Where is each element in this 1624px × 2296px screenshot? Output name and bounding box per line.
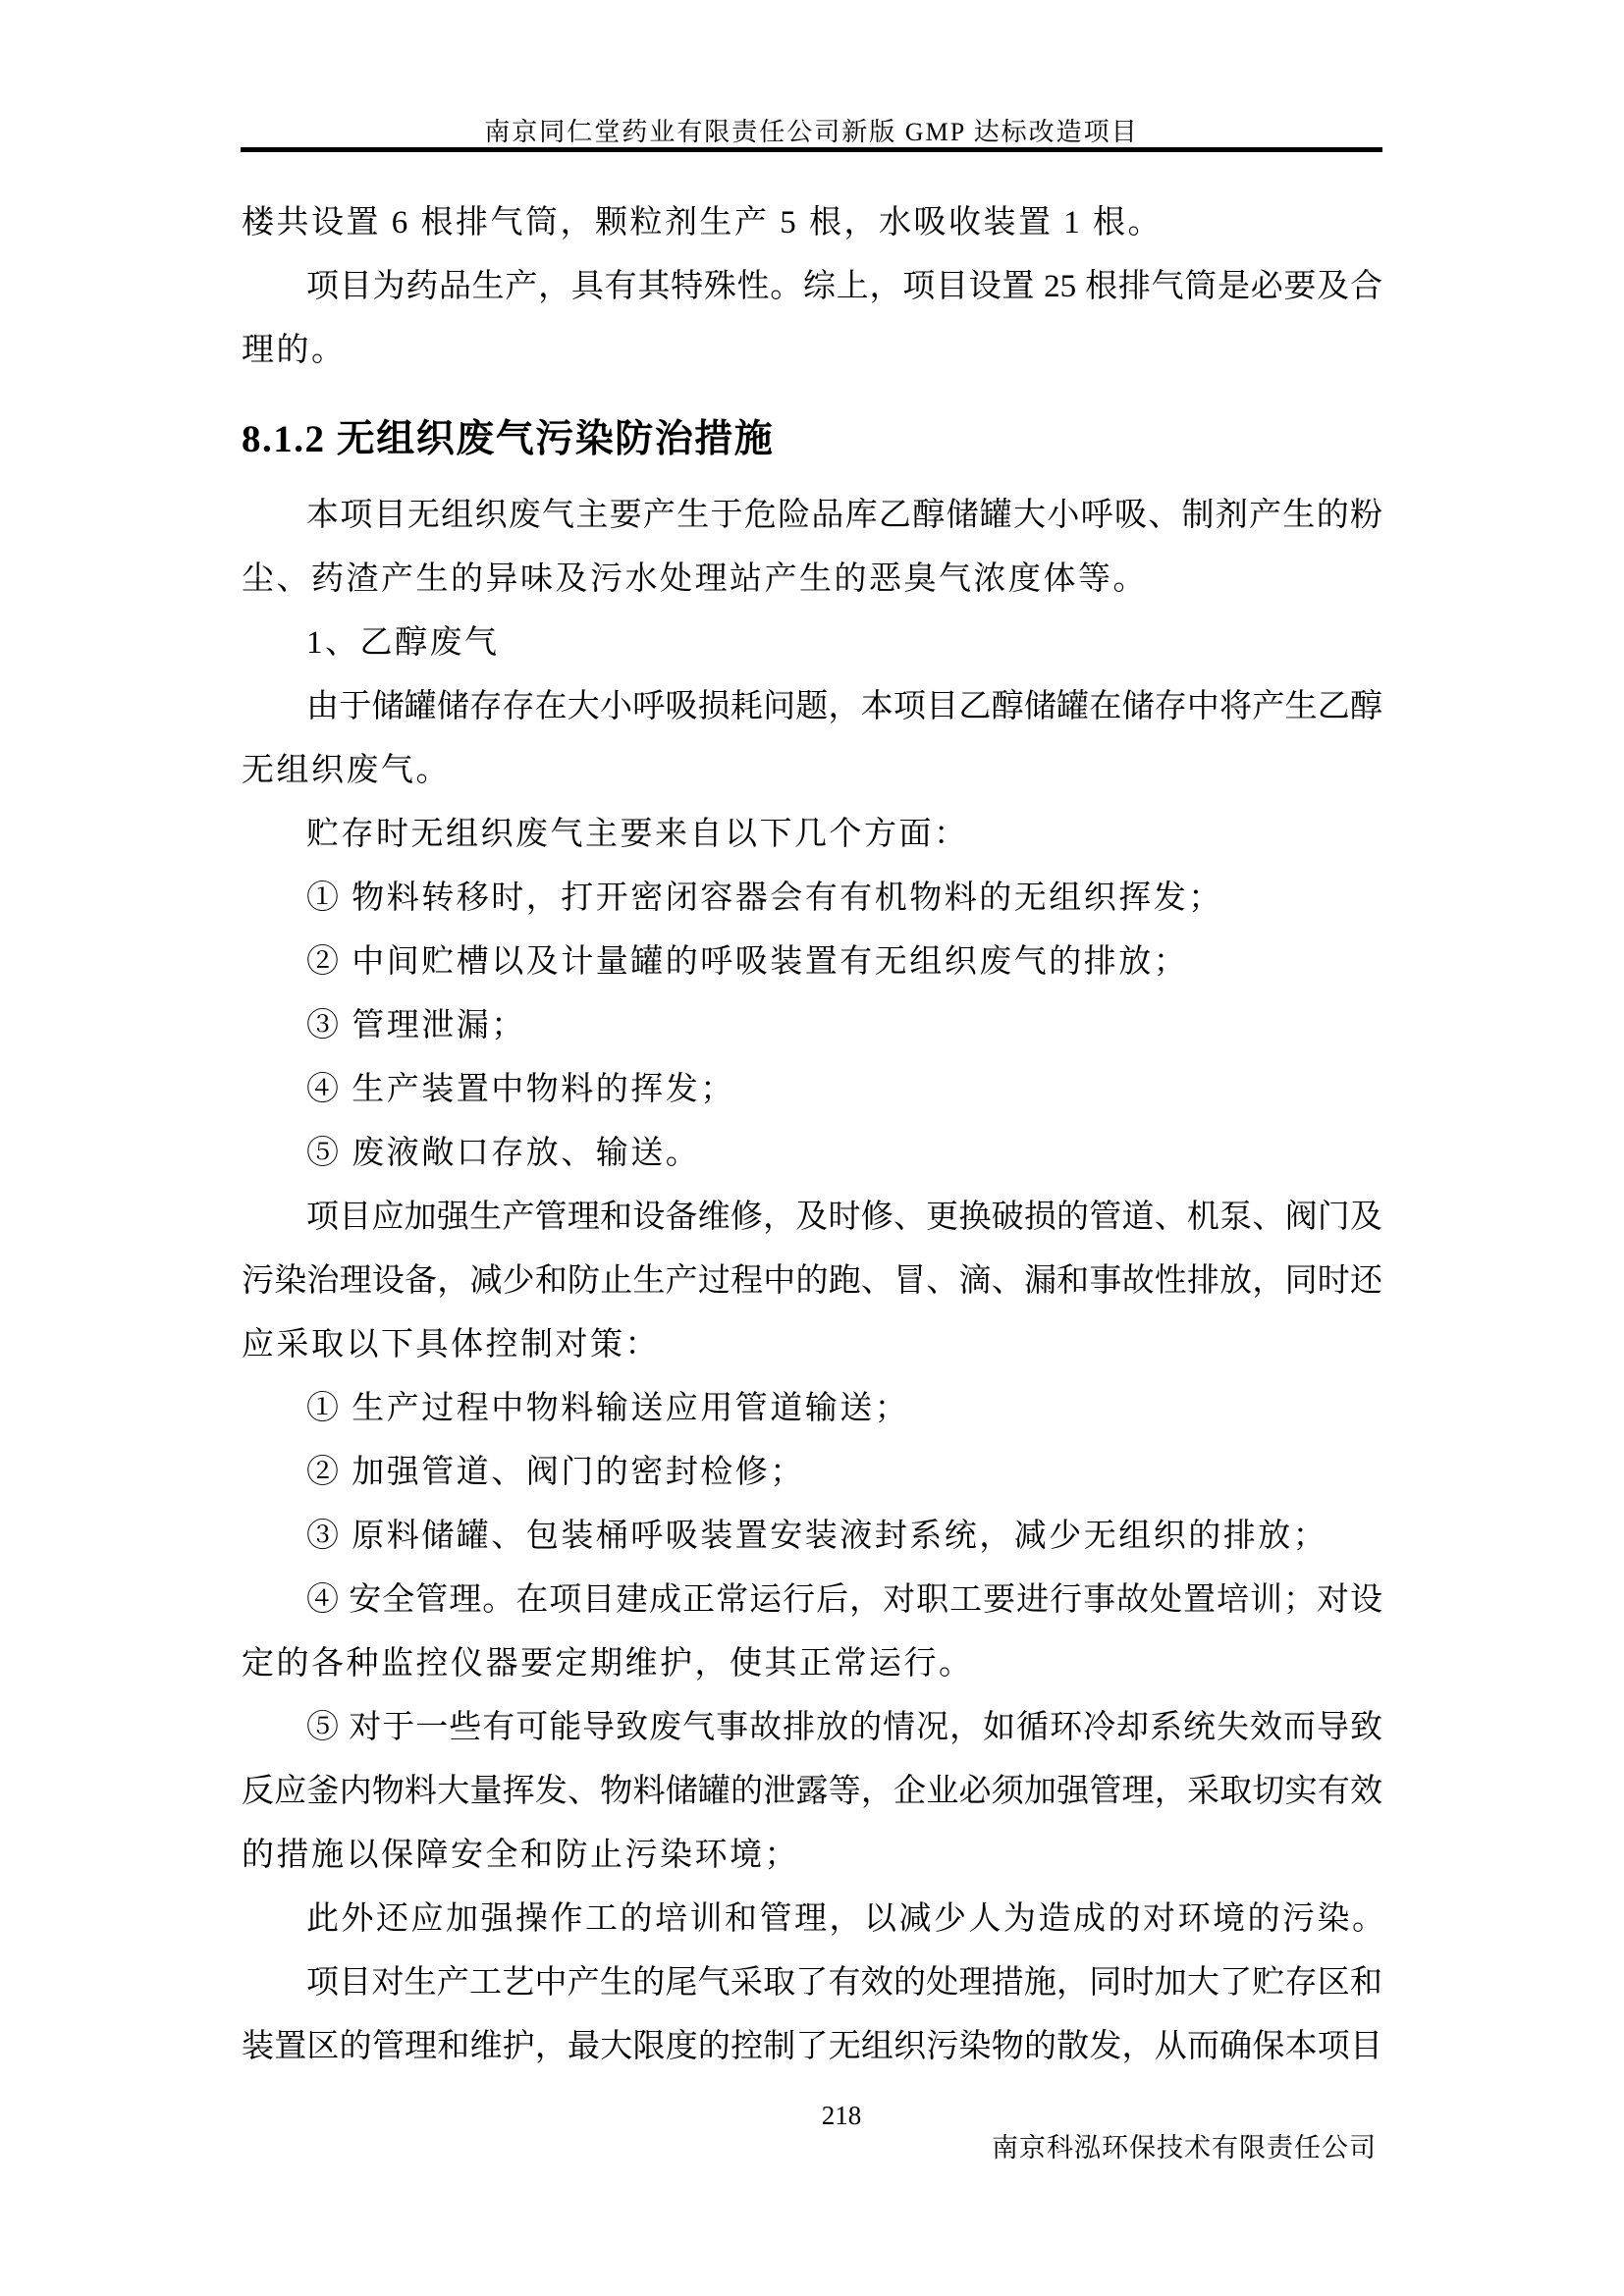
text-line: ④ 安全管理。在项目建成正常运行后，对职工要进行事故处置培训；对设 bbox=[306, 1582, 1382, 1618]
text-line: 无组织废气。 bbox=[242, 753, 451, 788]
text-line: 污染治理设备，减少和防止生产过程中的跑、冒、滴、漏和事故性排放，同时还 bbox=[242, 1263, 1382, 1299]
text-line: ② 中间贮槽以及计量罐的呼吸装置有无组织废气的排放； bbox=[306, 944, 1189, 980]
text-line: ⑤ 废液敞口存放、输送。 bbox=[306, 1136, 701, 1171]
text-line: 尘、药渣产生的异味及污水处理站产生的恶臭气浓度体等。 bbox=[242, 561, 1148, 597]
text-line: 楼共设置 6 根排气筒，颗粒剂生产 5 根，水吸收装置 1 根。 bbox=[242, 205, 1163, 240]
text-line: 项目应加强生产管理和设备维修，及时修、更换破损的管道、机泵、阀门及 bbox=[306, 1200, 1382, 1235]
text-line: 由于储罐储存存在大小呼吸损耗问题，本项目乙醇储罐在储存中将产生乙醇 bbox=[306, 689, 1382, 724]
text-line: ① 生产过程中物料输送应用管道输送； bbox=[306, 1391, 910, 1426]
text-line: ③ 管理泄漏； bbox=[306, 1008, 526, 1043]
text-line: 项目对生产工艺中产生的尾气采取了有效的处理措施，同时加大了贮存区和 bbox=[306, 1965, 1382, 2001]
text-line: 理的。 bbox=[242, 333, 347, 368]
text-line: 反应釜内物料大量挥发、物料储罐的泄露等，企业必须加强管理，采取切实有效 bbox=[242, 1774, 1382, 1809]
page-number: 218 bbox=[821, 2101, 862, 2130]
text-line: 应采取以下具体控制对策： bbox=[242, 1327, 660, 1362]
footer-company-name: 南京科泓环保技术有限责任公司 bbox=[992, 2133, 1377, 2163]
document-body bbox=[242, 203, 1387, 2091]
text-line: 装置区的管理和维护，最大限度的控制了无组织污染物的散发，从而确保本项目 bbox=[242, 2029, 1382, 2064]
text-line: 本项目无组织废气主要产生于危险品库乙醇储罐大小呼吸、制剂产生的粉 bbox=[306, 498, 1382, 533]
text-line: 定的各种监控仪器要定期维护，使其正常运行。 bbox=[242, 1646, 974, 1682]
text-line: 的措施以保障安全和防止污染环境； bbox=[242, 1838, 799, 1873]
text-line: ① 物料转移时，打开密闭容器会有有机物料的无组织挥发； bbox=[306, 881, 1223, 916]
header-rule bbox=[241, 147, 1382, 152]
text-line: 项目为药品生产，具有其特殊性。综上，项目设置 25 根排气筒是必要及合 bbox=[306, 269, 1382, 304]
text-line: ③ 原料储罐、包装桶呼吸装置安装液封系统，减少无组织的排放； bbox=[306, 1519, 1328, 1554]
text-line: ② 加强管道、阀门的密封检修； bbox=[306, 1455, 805, 1490]
text-line: 贮存时无组织废气主要来自以下几个方面： bbox=[306, 817, 969, 852]
text-line: ④ 生产装置中物料的挥发； bbox=[306, 1072, 735, 1107]
text-line: 1、乙醇废气 bbox=[306, 625, 500, 661]
page-header-title: 南京同仁堂药业有限责任公司新版 GMP 达标改造项目 bbox=[484, 118, 1139, 146]
section-heading: 8.1.2 无组织废气污染防治措施 bbox=[242, 418, 775, 460]
text-line: 此外还应加强操作工的培训和管理，以减少人为造成的对环境的污染。 bbox=[306, 1901, 1387, 1937]
text-line: ⑤ 对于一些有可能导致废气事故排放的情况，如循环冷却系统失效而导致 bbox=[306, 1710, 1382, 1745]
